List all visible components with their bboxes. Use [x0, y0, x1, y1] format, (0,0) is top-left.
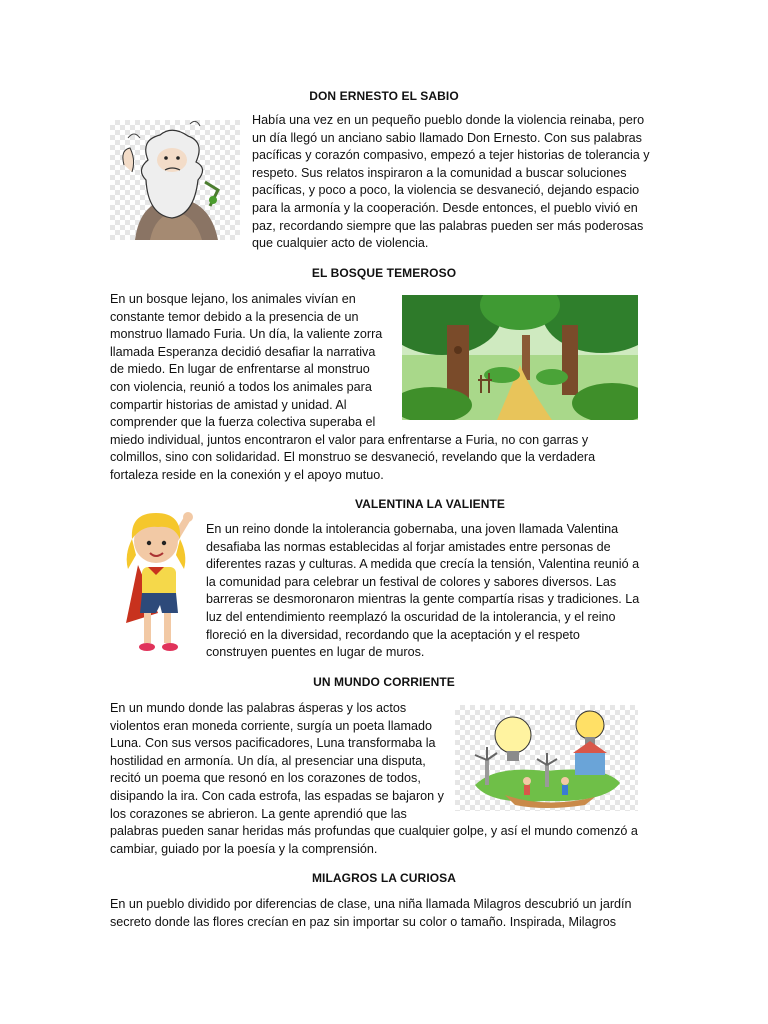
- text-line: construyen puentes en lugar de muros.: [206, 645, 425, 660]
- text-line: Había una vez en un pequeño pueblo donde la violencia reinaba, pero: [252, 113, 645, 127]
- text-line: En un pueblo dividido por diferencias de clase, una niña llamada Milagros descubrió un jardín: [110, 897, 632, 911]
- text-line: llamada Esperanza decidió desafiar la narrativa: [110, 344, 376, 359]
- text-line: que cualquier acto de violencia.: [252, 236, 429, 251]
- text-line: secreto donde las flores crecían en paz sin importar su color o tamaño. Inspirada, Milagros: [110, 914, 617, 929]
- text-line: diferentes razas y culturas. A medida que crecía la tensión, Valentina reunió a: [206, 557, 640, 572]
- text-line: disipando la ira. Con cada estrofa, las espadas se bajaron y: [110, 788, 444, 803]
- story-title-mundo-corriente: UN MUNDO CORRIENTE: [313, 675, 455, 689]
- text-line: En un reino donde la intolerancia gobernaba, una joven llamada Valentina: [206, 522, 619, 536]
- text-line: monstruo llamado Furia. Un día, la valiente zorra: [110, 327, 383, 342]
- text-line: violentos eran moneda corriente, surgía un poeta llamado: [110, 718, 433, 733]
- text-line: respeto. Sus relatos inspiraron a la comunidad a buscar soluciones: [252, 165, 627, 180]
- story-title-bosque-temeroso: EL BOSQUE TEMEROSO: [311, 266, 457, 280]
- text-line: los corazones se abrieron. La gente aprendió que las: [110, 806, 407, 821]
- story-title-don-ernesto: DON ERNESTO EL SABIO: [309, 89, 459, 103]
- text-line: miedo individual, juntos encontraron el valor para enfrentarse a Furia, no con garras y: [110, 432, 589, 447]
- story-title-valentina: VALENTINA LA VALIENTE: [354, 497, 506, 511]
- text-line: colmillos, sino con solidaridad. El monstruo se desvaneció, revelando que la verdadera: [110, 450, 596, 465]
- text-line: En un mundo donde las palabras ásperas y los actos: [110, 701, 407, 715]
- text-line: constante temor debido a la presencia de un: [110, 309, 359, 324]
- text-line: En un bosque lejano, los animales vivían en: [110, 292, 356, 306]
- text-line: compartir historias de amistad y unidad. Al: [110, 397, 347, 412]
- text-line: para la armonía y la cooperación. Desde entonces, el pueblo vivió en: [252, 200, 638, 215]
- text-line: de miedo. En lugar de enfrentarse al monstruo: [110, 362, 370, 377]
- story-title-milagros: MILAGROS LA CURIOSA: [311, 871, 457, 885]
- text-line: paz, recordando siempre que las palabras pueden ser más poderosas: [252, 218, 644, 233]
- text-line: floreció en la diversidad, recordando que la aceptación y el respeto: [206, 627, 580, 642]
- text-line: hostilidad en armonía. Un día, al presenciar una disputa,: [110, 753, 426, 768]
- story-text-bosque-temeroso: [110, 291, 595, 485]
- text-line: recitó un poema que resonó en los corazones de todos,: [110, 771, 421, 786]
- don-ernesto-illustration: [110, 120, 240, 240]
- text-line: un día llegó un anciano sabio llamado Don Ernesto. Con sus palabras: [252, 130, 642, 145]
- story-text-don-ernesto: [252, 112, 650, 253]
- text-line: cambiar, guiado por la poesía y la comprensión.: [110, 841, 378, 856]
- text-line: comprender que la fuerza colectiva superaba el: [110, 415, 376, 430]
- valentina-illustration: [118, 505, 196, 655]
- story-text-milagros: [110, 896, 632, 931]
- text-line: fortaleza reside en la conexión y el apoyo mutuo.: [110, 467, 384, 482]
- text-line: luz del entendimiento reemplazó la oscuridad de la intolerancia, y el reino: [206, 609, 616, 624]
- text-line: desafiaba las normas establecidas al forjar amistades entre personas de: [206, 539, 611, 554]
- text-line: palabras pueden sanar heridas más profundas que cualquier golpe, y así el mundo comenzó a: [110, 824, 638, 839]
- story-text-mundo-corriente: [110, 700, 638, 858]
- text-line: pacíficas, y poco a poco, la violencia se desvaneció, dejando espacio: [252, 183, 640, 198]
- story-text-valentina: [206, 521, 639, 662]
- text-line: con violencia, reunió a todos los animales para: [110, 379, 372, 394]
- text-line: Luna. Con sus versos pacificadores, Luna transformaba la: [110, 736, 436, 751]
- text-line: la comunidad para celebrar un festival de colores y sabores diversos. Las: [206, 574, 617, 589]
- text-line: pacíficas y corazón compasivo, empezó a tejer historias de tolerancia y: [252, 148, 650, 163]
- text-line: barreras se desmoronaron mientras la gente compartía risas y tradiciones. La: [206, 592, 640, 607]
